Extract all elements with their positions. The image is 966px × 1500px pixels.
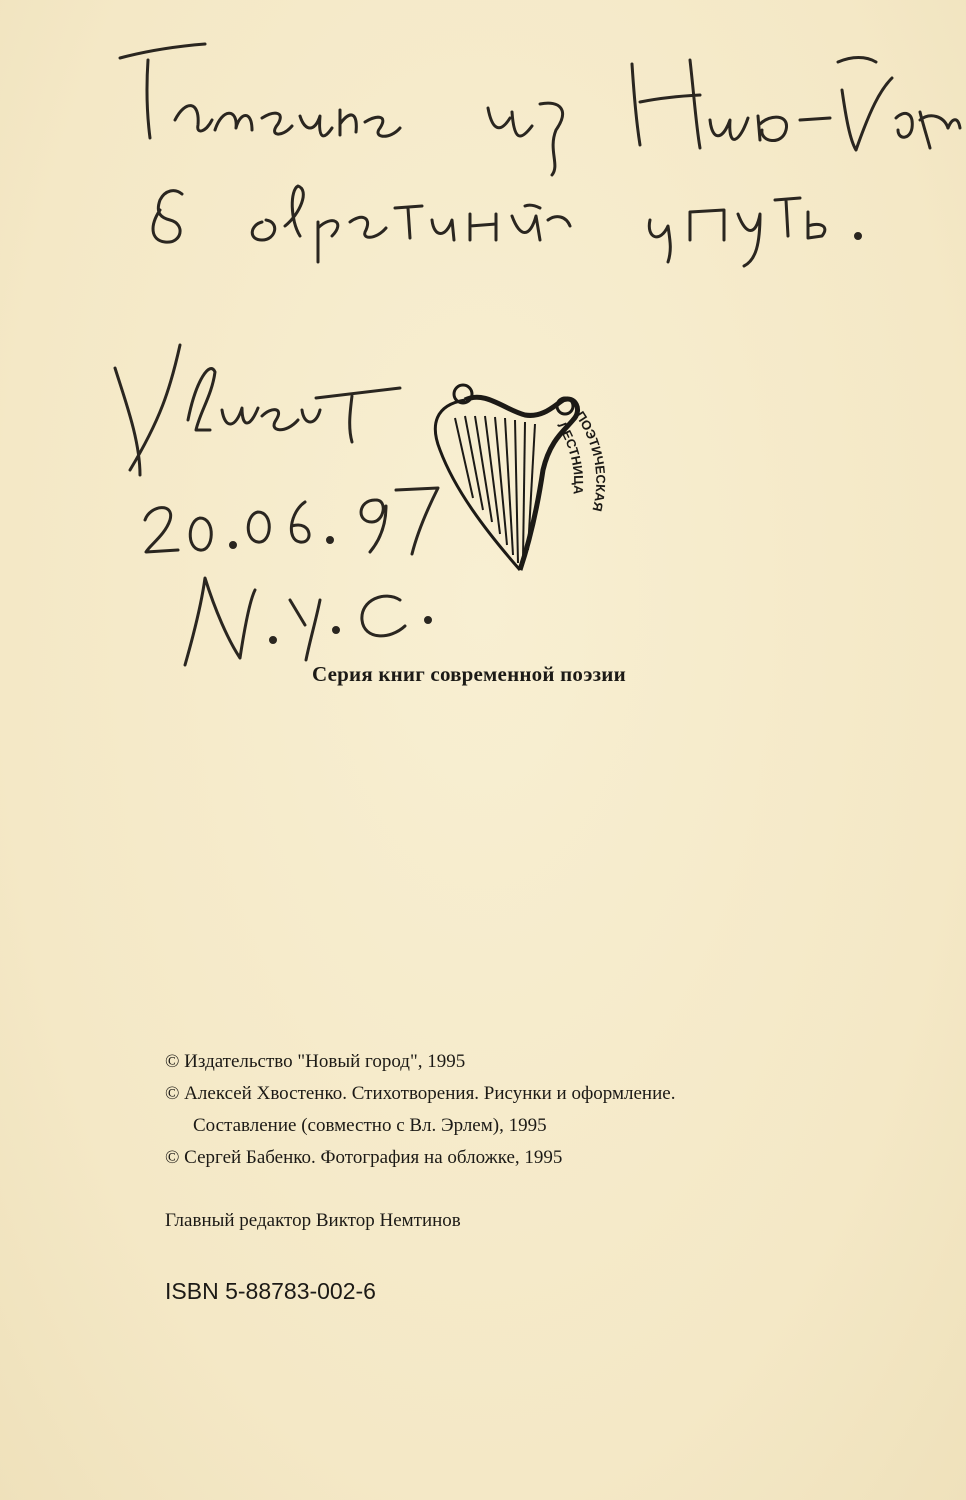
signature-date <box>145 488 438 554</box>
imprint-line: Составление (совместно с Вл. Эрлем), 1995 <box>193 1115 547 1136</box>
signature-place <box>185 578 431 665</box>
dedication-line-1 <box>120 44 960 175</box>
logo-text-line1: ПОЭТИЧЕСКАЯ <box>572 408 609 513</box>
isbn: ISBN 5-88783-002-6 <box>165 1278 376 1304</box>
signature <box>115 345 400 475</box>
imprint-line: © Сергей Бабенко. Фотография на обложке, 1995 <box>165 1147 563 1168</box>
imprint-block <box>165 1046 885 1174</box>
handwritten-inscription <box>0 0 966 700</box>
imprint-line: © Издательство "Новый город", 1995 <box>165 1051 466 1072</box>
chief-editor: Главный редактор Виктор Немтинов <box>165 1210 461 1231</box>
imprint-line: © Алексей Хвостенко. Стихотворения. Рисунки и оформление. <box>165 1083 676 1104</box>
harp-icon <box>435 385 577 570</box>
dedication-line-2 <box>153 186 860 266</box>
logo-text-line2: ЛЕСТНИЦА <box>554 419 587 496</box>
series-title: Серия книг современной поэзии <box>312 662 626 686</box>
publisher-logo <box>425 370 615 585</box>
